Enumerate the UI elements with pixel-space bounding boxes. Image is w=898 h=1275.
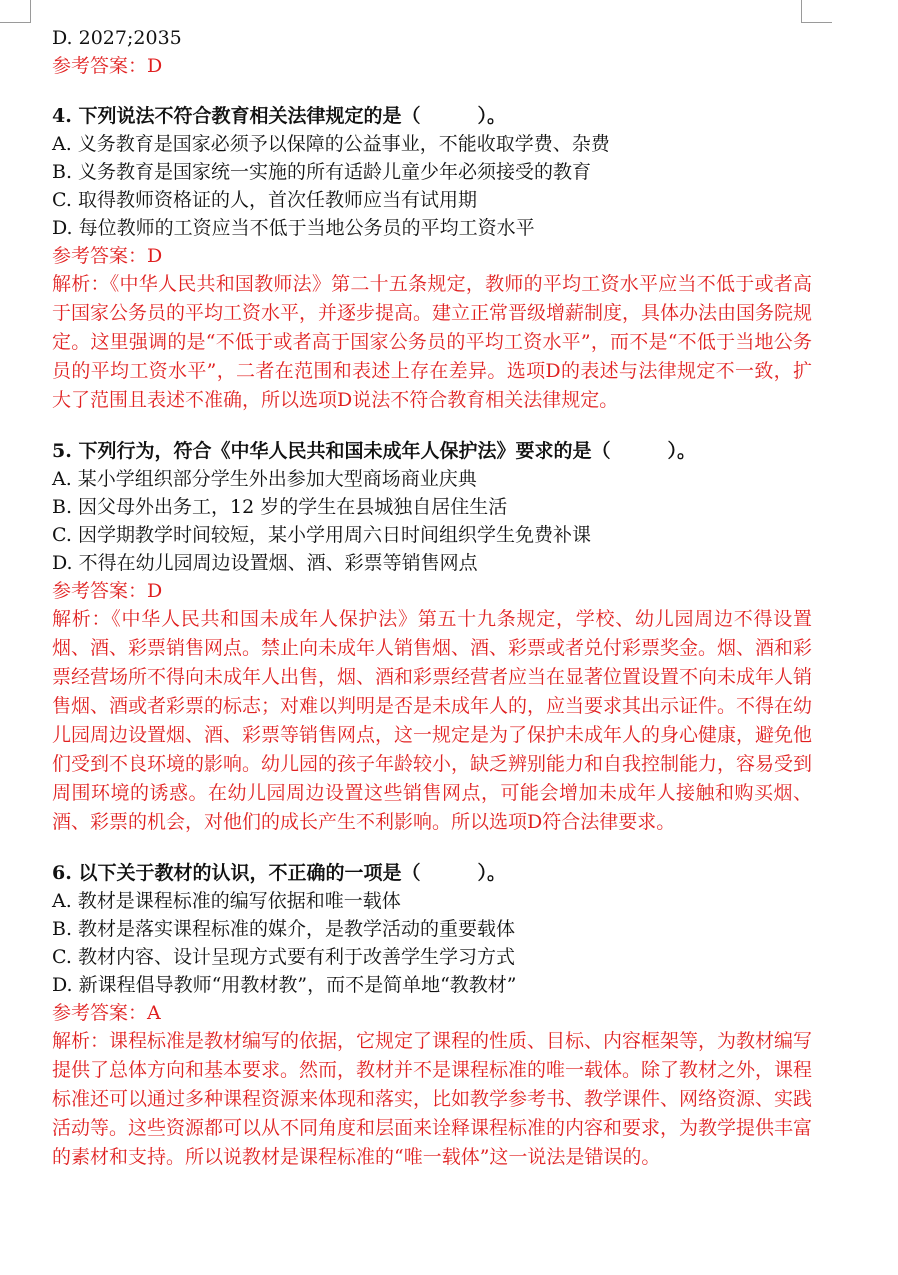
question-6-option-c: C. 教材内容、设计呈现方式要有利于改善学生学习方式 xyxy=(52,946,515,968)
question-6-analysis: 解析：课程标准是教材编写的依据，它规定了课程的性质、目标、内容框架等，为教材编写提供了总体方向和基本要求。然而，教材并不是课程标准的唯一载体。除了教材之外，课程标准还可以通过多种课程资源来体现和落实，比如教学参考书、教学课件、网络资源、实践活动等。这些资源都可以从不同角度和层面来诠释课程标准的内容和要求，为教学提供丰富的素材和支持。所以说教材是课程标准的“唯一载体”这一说法是错误的。 xyxy=(52,1030,813,1168)
option-d-previous: D. 2027;2035 xyxy=(52,27,182,49)
answer-previous: 参考答案：D xyxy=(52,55,163,77)
question-6-option-a: A. 教材是课程标准的编写依据和唯一载体 xyxy=(52,890,401,912)
question-5-option-a: A. 某小学组织部分学生外出参加大型商场商业庆典 xyxy=(52,468,477,490)
question-6-title: 6. 以下关于教材的认识，不正确的一项是（ ）。 xyxy=(52,862,506,884)
question-6-option-b: B. 教材是落实课程标准的媒介，是教学活动的重要载体 xyxy=(52,918,516,940)
page-corner-mark-left xyxy=(0,0,31,23)
question-5-option-b: B. 因父母外出务工，12 岁的学生在县城独自居住生活 xyxy=(52,496,508,518)
question-5-option-d: D. 不得在幼儿园周边设置烟、酒、彩票等销售网点 xyxy=(52,552,478,574)
page-corner-mark-right xyxy=(801,0,832,23)
question-6-answer: 参考答案：A xyxy=(52,1002,161,1024)
question-5-title: 5. 下列行为，符合《中华人民共和国未成年人保护法》要求的是（ ）。 xyxy=(52,440,696,462)
question-5-answer: 参考答案：D xyxy=(52,580,163,602)
question-4-option-d: D. 每位教师的工资应当不低于当地公务员的平均工资水平 xyxy=(52,217,535,239)
question-4-answer: 参考答案：D xyxy=(52,245,163,267)
question-4-analysis: 解析：《中华人民共和国教师法》第二十五条规定，教师的平均工资水平应当不低于或者高于国家公务员的平均工资水平，并逐步提高。建立正常晋级增薪制度，具体办法由国务院规定。这里强调的是“不低于或者高于国家公务员的平均工资水平”，而不是“不低于当地公务员的平均工资水平”，二者在范围和表述上存在差异。选项D的表述与法律规定不一致，扩大了范围且表述不准确，所以选项D说法不符合教育相关法律规定。 xyxy=(52,273,813,411)
question-4-option-c: C. 取得教师资格证的人，首次任教师应当有试用期 xyxy=(52,189,477,211)
question-4-title: 4. 下列说法不符合教育相关法律规定的是（ ）。 xyxy=(52,105,506,127)
document-page xyxy=(52,24,812,1172)
question-5-option-c: C. 因学期教学时间较短，某小学用周六日时间组织学生免费补课 xyxy=(52,524,591,546)
question-6-option-d: D. 新课程倡导教师“用教材教”，而不是简单地“教教材” xyxy=(52,974,517,996)
question-5-analysis: 解析：《中华人民共和国未成年人保护法》第五十九条规定，学校、幼儿园周边不得设置烟、酒、彩票销售网点。禁止向未成年人销售烟、酒、彩票或者兑付彩票奖金。烟、酒和彩票经营场所不得向未成年人出售，烟、酒和彩票经营者应当在显著位置设置不向未成年人销售烟、酒或者彩票的标志；对难以判明是否是未成年人的，应当要求其出示证件。不得在幼儿园周边设置烟、酒、彩票等销售网点，这一规定是为了保护未成年人的身心健康，避免他们受到不良环境的影响。幼儿园的孩子年龄较小，缺乏辨别能力和自我控制能力，容易受到周围环境的诱惑。在幼儿园周边设置这些销售网点，可能会增加未成年人接触和购买烟、酒、彩票的机会，对他们的成长产生不利影响。所以选项D符合法律要求。 xyxy=(52,608,813,833)
question-4-option-b: B. 义务教育是国家统一实施的所有适龄儿童少年必须接受的教育 xyxy=(52,161,592,183)
question-4-option-a: A. 义务教育是国家必须予以保障的公益事业，不能收取学费、杂费 xyxy=(52,133,610,155)
